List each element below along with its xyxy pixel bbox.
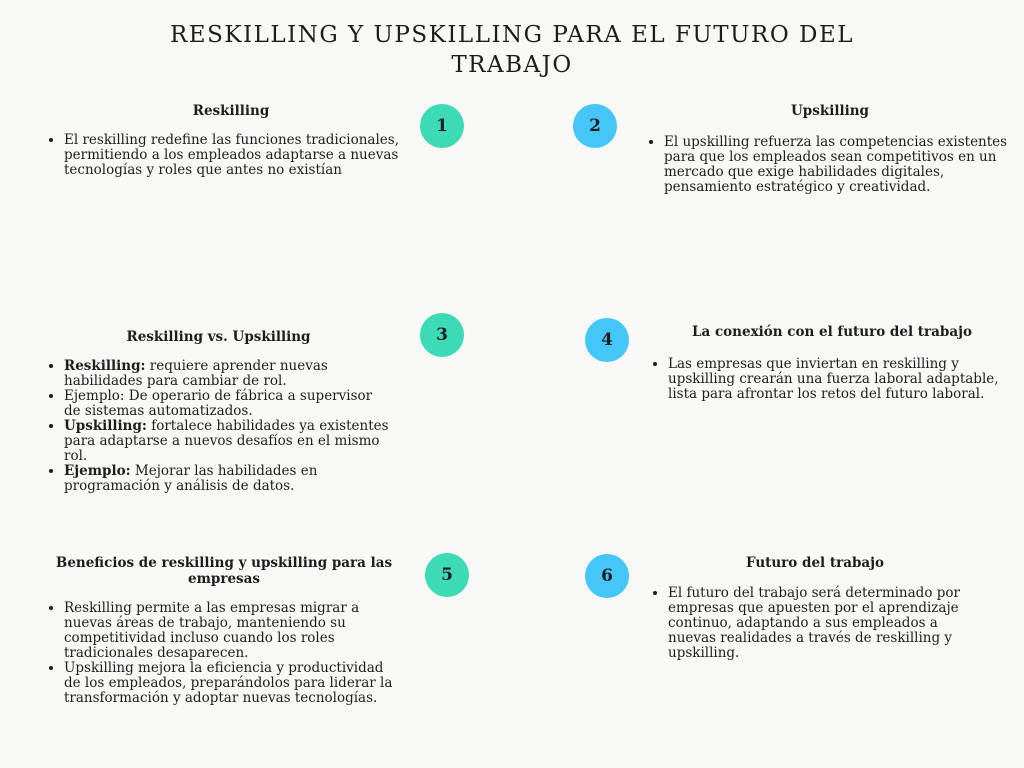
bullet-list <box>646 135 1014 195</box>
list-item: • Ejemplo: De operario de fábrica a supervisor de sistemas automatizados. <box>64 389 391 419</box>
list-item: • Reskilling: requiere aprender nuevas habilidades para cambiar de rol. <box>64 359 391 389</box>
bullet-list <box>46 601 402 706</box>
section-upskilling <box>646 103 1014 195</box>
section-future <box>650 555 980 661</box>
section-reskilling <box>46 103 416 178</box>
list-item: • Upskilling: fortalece habilidades ya existentes para adaptarse a nuevos desafíos en el mismo rol. <box>64 419 391 464</box>
list-item: • Ejemplo: Mejorar las habilidades en programación y análisis de datos. <box>64 464 391 494</box>
bullet-list <box>650 357 1014 402</box>
section-heading: Reskilling vs. Upskilling <box>126 329 311 345</box>
section-connection <box>650 324 1014 402</box>
bullet-list <box>46 359 391 494</box>
number-badge-6: 6 <box>585 554 629 598</box>
list-item: • Las empresas que inviertan en reskilling y upskilling crearán una fuerza laboral adaptable, lista para afrontar los retos del futuro laboral. <box>668 357 1014 402</box>
section-heading: La conexión con el futuro del trabajo <box>692 324 972 340</box>
list-item: • El upskilling refuerza las competencias existentes para que los empleados sean competitivos en un mercado que exige habilidades digitales, pensamiento estratégico y creatividad. <box>664 135 1014 195</box>
number-badge-5: 5 <box>425 553 469 597</box>
list-item: • Upskilling mejora la eficiencia y productividad de los empleados, preparándolos para liderar la transformación y adoptar nuevas tecnologías. <box>64 661 402 706</box>
number-badge-2: 2 <box>573 104 617 148</box>
section-benefits <box>46 555 402 706</box>
number-badge-3: 3 <box>420 313 464 357</box>
section-heading: Beneficios de reskilling y upskilling para las empresas <box>55 555 393 587</box>
number-badge-1: 1 <box>420 104 464 148</box>
section-comparison <box>46 329 391 494</box>
section-heading: Reskilling <box>192 103 270 119</box>
number-badge-4: 4 <box>585 318 629 362</box>
list-item: • El reskilling redefine las funciones tradicionales, permitiendo a los empleados adaptarse a nuevas tecnologías y roles que antes no existían <box>64 133 416 178</box>
bullet-list <box>650 586 980 661</box>
list-item: • Reskilling permite a las empresas migrar a nuevas áreas de trabajo, manteniendo su competitividad incluso cuando los roles tradicionales desaparecen. <box>64 601 402 661</box>
page-title: RESKILLING Y UPSKILLING PARA EL FUTURO DEL TRABAJO <box>169 22 855 78</box>
bullet-list <box>46 133 416 178</box>
section-heading: Futuro del trabajo <box>745 555 885 571</box>
section-heading: Upskilling <box>791 103 869 119</box>
list-item: • El futuro del trabajo será determinado por empresas que apuesten por el aprendizaje continuo, adaptando a sus empleados a nuevas realidades a través de reskilling y upskilling. <box>668 586 980 661</box>
